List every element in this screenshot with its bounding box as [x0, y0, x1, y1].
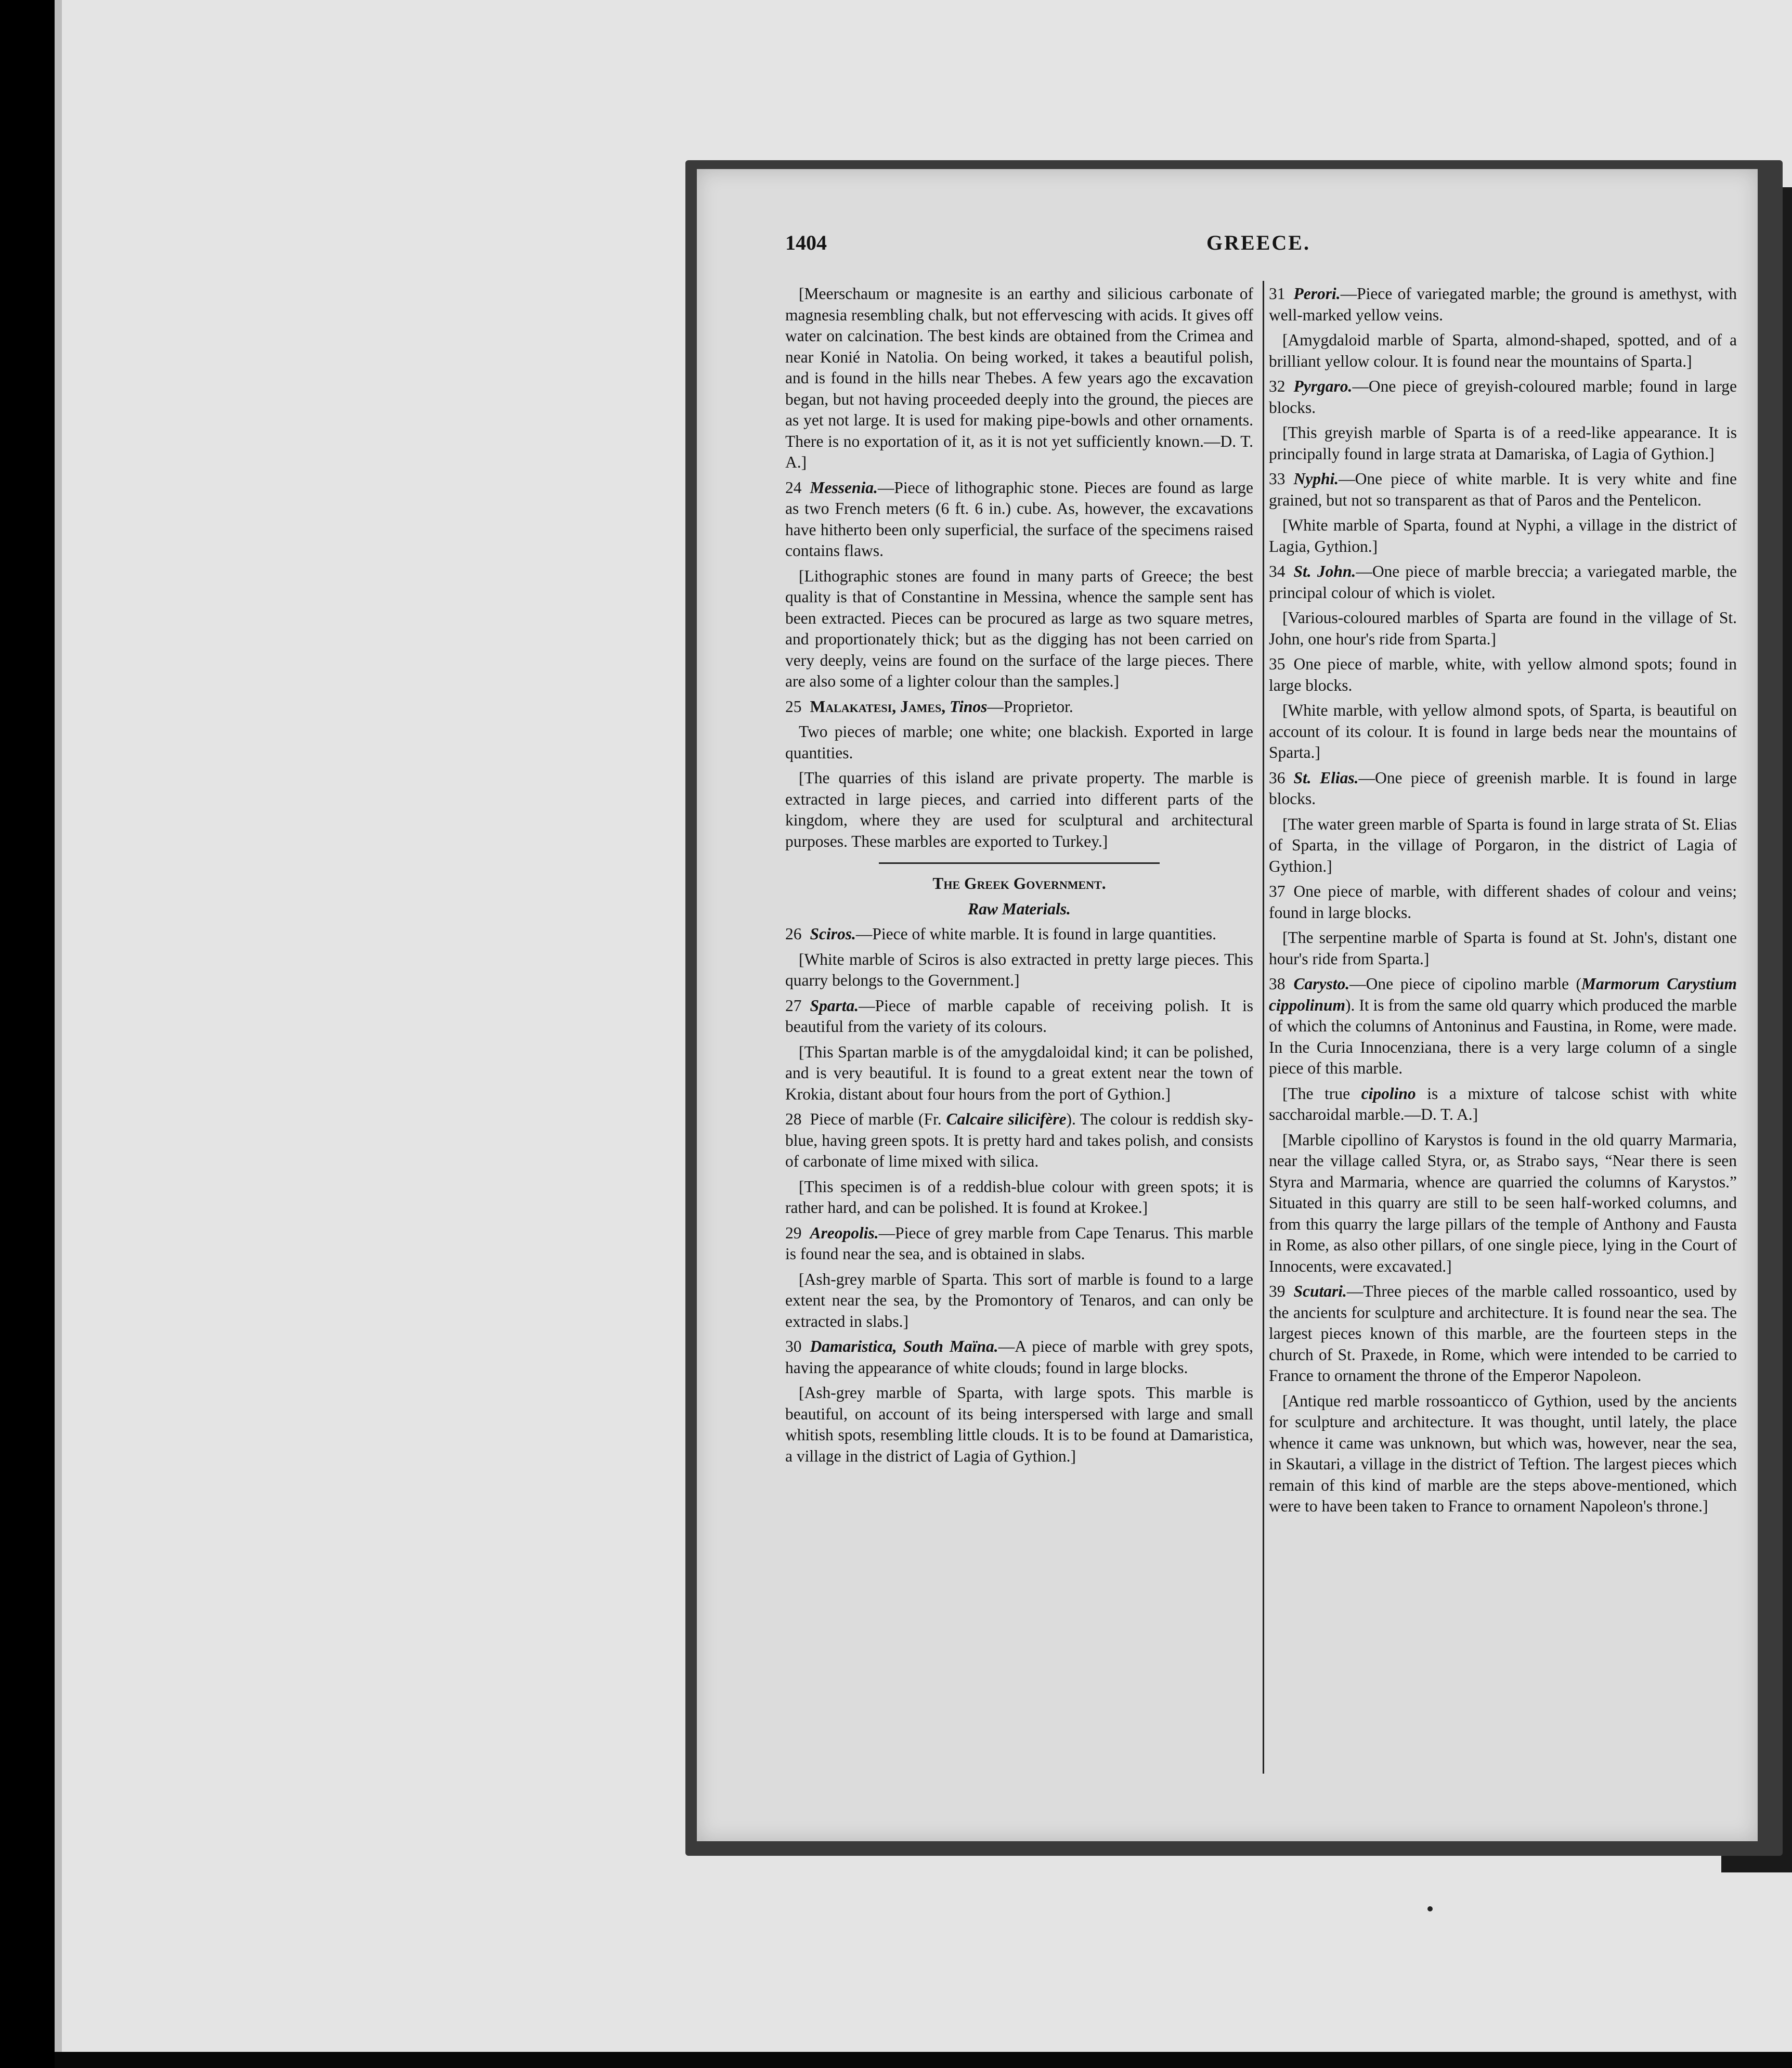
entry-text: —One piece of greyish-coloured marble; found in large blocks. [1269, 377, 1737, 417]
book-page [697, 169, 1758, 1841]
note-text: [Meerschaum or magnesite is an earthy and silicious carbonate of magnesia resembling chalk, but not effervescing with acids. It gives off water on calcination. The best kinds are obtained from the Crimea and near Konié in Natolia. On being worked, it takes a beautiful polish, and is found in the hills near Thebes. A few years ago the excavation began, but not having proceeded deeply into the ground, the pieces are as yet not large. It is used for making pipe-bowls and other ornaments. There is no exportation of it, as it is not yet sufficiently known.—D. T. A.] [785, 285, 1253, 471]
editorial-note [1269, 1391, 1737, 1517]
section-heading: The Greek Government. [932, 874, 1106, 893]
note-text: [The true [1282, 1084, 1361, 1103]
editorial-note [785, 768, 1253, 852]
catalogue-entry [785, 924, 1253, 945]
exhibitor-entry [785, 696, 1253, 718]
entry-locality: Damaristica, South Maïna. [810, 1337, 998, 1355]
entry-text: —Piece of lithographic stone. Pieces are found as large as two French meters (6 ft. 6 in.) cube. As, however, the excavations have hitherto been only superficial, the surface of the specimens raised contains flaws. [785, 478, 1253, 560]
entry-number: 29 [785, 1223, 802, 1242]
entry-number: 38 [1269, 975, 1285, 993]
editorial-note [1269, 422, 1737, 464]
note-text: [White marble, with yellow almond spots, of Sparta, is beautiful on account of its colour. It is found in large beds near the mountains of Sparta.] [1269, 701, 1737, 761]
right-column [1269, 283, 1737, 1521]
editorial-note [1269, 608, 1737, 650]
italic-term: cipolino [1361, 1084, 1416, 1103]
catalogue-entry [1269, 469, 1737, 511]
editorial-note [1269, 1083, 1737, 1126]
note-text: [Ash-grey marble of Sparta, with large spots. This marble is beautiful, on account of its being interspersed with large and small whitish spots, resembling little clouds. It is to be found at Damaristica, a village in the district of Lagia of Gythion.] [785, 1384, 1253, 1465]
catalogue-entry [785, 1223, 1253, 1265]
film-bottom-edge [55, 2052, 1792, 2068]
entry-text: —Piece of white marble. It is found in large quantities. [855, 925, 1217, 943]
note-text: [Various-coloured marbles of Sparta are found in the village of St. John, one hour's ride from Sparta.] [1269, 609, 1737, 648]
entry-locality: Nyphi. [1293, 470, 1339, 488]
entry-text: —Proprietor. [987, 697, 1073, 716]
left-column [785, 283, 1253, 1471]
entry-text: —A piece of marble with grey spots, having the appearance of white clouds; found in large blocks. [785, 1337, 1253, 1377]
entry-locality: Perori. [1293, 285, 1341, 303]
entry-number: 24 [785, 478, 802, 497]
catalogue-entry [1269, 376, 1737, 418]
entry-description [785, 721, 1253, 764]
entry-locality: Messenia. [810, 478, 878, 497]
note-text: [Lithographic stones are found in many parts of Greece; the best quality is that of Constantine in Messina, whence the sample sent has been extracted. Pieces can be procured as large as two square metres, and proportionately thick; but as the digging has not been carried on very deeply, veins are found on the surface of the large pieces. There are also some of a lighter colour than the samples.] [785, 566, 1253, 690]
editorial-note [1269, 814, 1737, 877]
catalogue-entry [1269, 283, 1737, 326]
catalogue-entry [785, 996, 1253, 1038]
editorial-note [785, 566, 1253, 692]
page-number: 1404 [785, 231, 827, 254]
entry-number: 26 [785, 925, 802, 943]
note-text: [The serpentine marble of Sparta is found at St. John's, distant one hour's ride from Sparta.] [1269, 928, 1737, 968]
entry-number: 27 [785, 996, 802, 1015]
exhibitor-name: Malakatesi, James, [810, 697, 946, 716]
entry-text: One piece of marble, with different shades of colour and veins; found in large blocks. [1269, 882, 1737, 922]
editorial-note [785, 283, 1253, 473]
note-text: [White marble of Sciros is also extracted in pretty large pieces. This quarry belongs to the Government.] [785, 950, 1253, 989]
entry-text: Piece of marble (Fr. [810, 1110, 946, 1128]
entry-number: 34 [1269, 562, 1285, 580]
catalogue-entry [1269, 881, 1737, 923]
catalogue-entry [1269, 974, 1737, 1079]
editorial-note [1269, 330, 1737, 372]
entry-locality: Sciros. [810, 925, 856, 943]
page-header [785, 230, 1732, 262]
editorial-note [785, 949, 1253, 991]
catalogue-entry [1269, 654, 1737, 696]
catalogue-entry [1269, 768, 1737, 810]
entry-locality: St. John. [1293, 562, 1356, 580]
note-text: [Ash-grey marble of Sparta. This sort of marble is found to a large extent near the sea, by the Promontory of Tenaros, and can only be extracted in slabs.] [785, 1270, 1253, 1330]
film-edge [55, 0, 62, 2052]
section-subheading: Raw Materials. [968, 899, 1071, 918]
editorial-note [1269, 927, 1737, 970]
editorial-note [1269, 700, 1737, 764]
entry-locality: Scutari. [1293, 1282, 1347, 1300]
entry-text: ). The colour is reddish sky-blue, having green spots. It is pretty hard and takes polish, and consists of carbonate of lime mixed with silica. [785, 1110, 1253, 1170]
entry-text: —Piece of variegated marble; the ground is amethyst, with well-marked yellow veins. [1269, 285, 1737, 324]
italic-term: Marmorum Carystium cippolinum [1269, 975, 1737, 1014]
running-head: GREECE. [1206, 231, 1310, 254]
entry-text: —Piece of marble capable of receiving polish. It is beautiful from the variety of its colours. [785, 996, 1253, 1036]
entry-number: 25 [785, 697, 802, 716]
note-text: [White marble of Sparta, found at Nyphi, a village in the district of Lagia, Gythion.] [1269, 516, 1737, 555]
ink-dot [1427, 1906, 1433, 1911]
entry-text: Two pieces of marble; one white; one blackish. Exported in large quantities. [785, 722, 1253, 762]
entry-number: 39 [1269, 1282, 1285, 1300]
entry-number: 30 [785, 1337, 802, 1355]
catalogue-entry [785, 1109, 1253, 1172]
entry-text: —One piece of cipolino marble ( [1349, 975, 1582, 993]
entry-number: 33 [1269, 470, 1285, 488]
editorial-note [1269, 1130, 1737, 1277]
entry-locality: St. Elias. [1293, 768, 1359, 787]
entry-number: 36 [1269, 768, 1285, 787]
entry-number: 28 [785, 1110, 802, 1128]
exhibitor-place: Tinos [950, 697, 988, 716]
entry-number: 37 [1269, 882, 1285, 900]
note-text: [This greyish marble of Sparta is of a reed-like appearance. It is principally found in large strata at Damariska, of Lagia of Gythion.] [1269, 423, 1737, 463]
catalogue-entry [785, 1336, 1253, 1378]
entry-number: 35 [1269, 655, 1285, 673]
editorial-note [785, 1382, 1253, 1467]
entry-number: 32 [1269, 377, 1285, 395]
column-rule [1263, 281, 1264, 1774]
entry-text: —Piece of grey marble from Cape Tenarus. This marble is found near the sea, and is obtained in slabs. [785, 1223, 1253, 1263]
catalogue-entry [1269, 561, 1737, 603]
note-text: [This specimen is of a reddish-blue colour with green spots; it is rather hard, and can be polished. It is found at Krokee.] [785, 1177, 1253, 1217]
editorial-note [785, 1042, 1253, 1105]
note-text: is a mixture of talcose schist with white saccharoidal marble.—D. T. A.] [1269, 1084, 1737, 1123]
note-text: [Amygdaloid marble of Sparta, almond-shaped, spotted, and of a brilliant yellow colour. It is found near the mountains of Sparta.] [1269, 331, 1737, 370]
editorial-note [1269, 515, 1737, 557]
entry-text: ). It is from the same old quarry which produced the marble of which the columns of Antoninus and Faustina, in Rome, were made. In the Curia Innocenziana, there is a very large column of a single piece of this marble. [1269, 996, 1737, 1077]
italic-term: Calcaire silicifère [946, 1110, 1067, 1128]
note-text: [The water green marble of Sparta is found in large strata of St. Elias of Sparta, in the village of Porgaron, in the district of Lagia of Gythion.] [1269, 815, 1737, 875]
entry-text: —One piece of greenish marble. It is found in large blocks. [1269, 768, 1737, 808]
entry-text: —One piece of marble breccia; a variegated marble, the principal colour of which is violet. [1269, 562, 1737, 602]
entry-text: —Three pieces of the marble called rossoantico, used by the ancients for sculpture and architecture. It is found near the sea. The largest pieces known of this marble, are the fourteen steps in the church of St. Praxede, in Rome, which were intended to be carried to France to ornament the throne of the Emperor Napoleon. [1269, 1282, 1737, 1385]
editorial-note [785, 1177, 1253, 1219]
entry-locality: Pyrgaro. [1293, 377, 1353, 395]
note-text: [The quarries of this island are private property. The marble is extracted in large pieces, and carried into different parts of the kingdom, where they are used for sculptural and architectural purposes. These marbles are exported to Turkey.] [785, 769, 1253, 850]
entry-locality: Sparta. [810, 996, 859, 1015]
note-text: [Marble cipollino of Karystos is found in the old quarry Marmaria, near the village called Styra, or, as Strabo says, “Near there is seen Styra and Marmaria, whence are quarried the columns of Karystos.” Situated in this quarry are still to be seen half-worked columns, and from this quarry the large pillars of the temple of Anthony and Fausta in Rome, as also other pillars, of one single piece, lying in the Court of Innocents, were excavated.] [1269, 1130, 1737, 1275]
note-text: [This Spartan marble is of the amygdaloidal kind; it can be polished, and is very beautiful. It is found to a great extent near the town of Krokia, distant about four hours from the port of Gythion.] [785, 1042, 1253, 1103]
entry-locality: Carysto. [1293, 975, 1350, 993]
catalogue-entry [1269, 1281, 1737, 1387]
entry-number: 31 [1269, 285, 1285, 303]
entry-text: —One piece of white marble. It is very white and fine grained, but not so transparent as that of Paros and the Pentelicon. [1269, 470, 1737, 509]
editorial-note [785, 1269, 1253, 1333]
entry-text: One piece of marble, white, with yellow almond spots; found in large blocks. [1269, 655, 1737, 694]
entry-locality: Areopolis. [810, 1223, 879, 1242]
section-divider [879, 862, 1160, 864]
note-text: [Antique red marble rossoanticco of Gythion, used by the ancients for sculpture and architecture. It was thought, until lately, the place whence it came was unknown, but which was, however, near the sea, in Skautari, a village in the district of Teftion. The largest pieces which remain of this kind of marble are the steps above-mentioned, which were to have been taken to France to ornament Napoleon's throne.] [1269, 1391, 1737, 1515]
catalogue-entry [785, 477, 1253, 562]
